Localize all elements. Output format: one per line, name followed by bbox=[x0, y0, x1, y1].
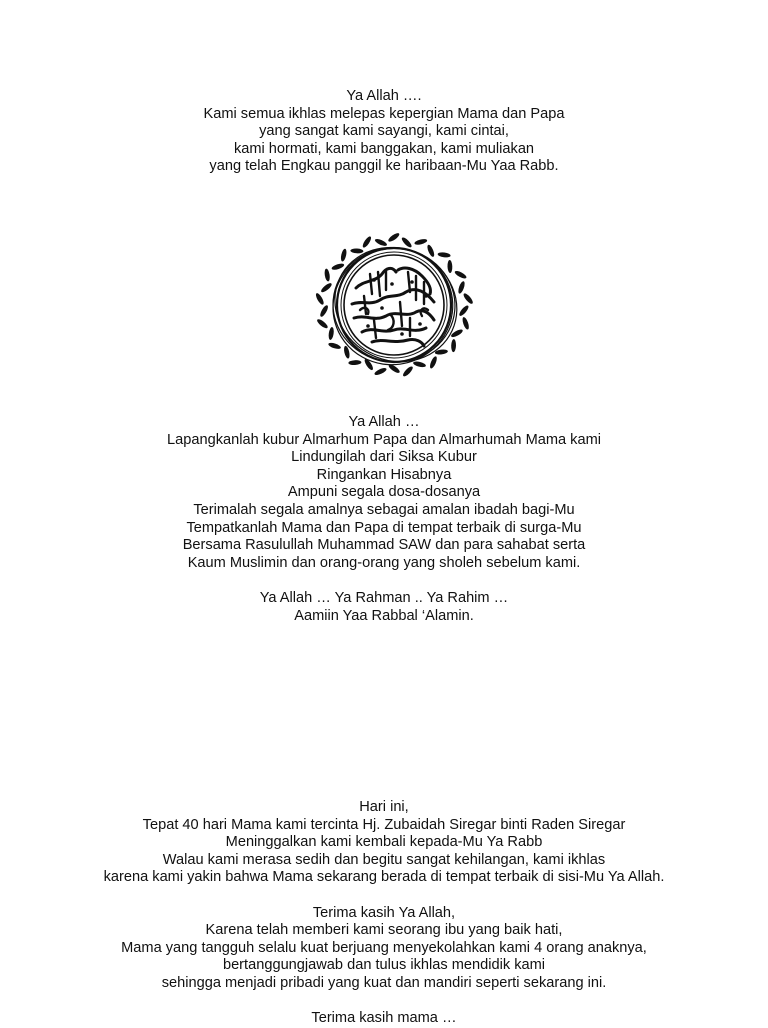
wreath-leaf bbox=[374, 367, 388, 377]
wreath-leaf bbox=[462, 292, 474, 305]
calligraphy-dot bbox=[366, 324, 370, 328]
blank-line bbox=[0, 887, 768, 905]
calligraphy-stroke bbox=[408, 272, 410, 292]
prayer-line: Ya Allah … Ya Rahman .. Ya Rahim … bbox=[259, 589, 509, 606]
wreath-leaf bbox=[402, 365, 415, 378]
opening-prayer bbox=[0, 88, 768, 176]
memorial-line: Tepat 40 hari Mama kami tercinta Hj. Zubaidah Siregar binti Raden Siregar bbox=[142, 816, 626, 833]
prayer-line: Lindungilah dari Siksa Kubur bbox=[291, 449, 477, 466]
calligraphy-stroke bbox=[364, 296, 366, 314]
wreath-leaf bbox=[400, 236, 413, 249]
prayer-line: kami hormati, kami banggakan, kami muliakan bbox=[233, 140, 535, 157]
prayer-line: Tempatkanlah Mama dan Papa di tempat terbaik di surga-Mu bbox=[186, 519, 582, 536]
wreath-leaf bbox=[458, 304, 470, 317]
calligraphy-dot bbox=[400, 332, 404, 336]
wreath-leaf bbox=[314, 292, 325, 306]
wreath-leaf bbox=[437, 252, 450, 258]
wreath-leaf bbox=[447, 260, 452, 273]
prayer-line: Bersama Rasulullah Muhammad SAW dan para sahabat serta bbox=[182, 537, 586, 554]
memorial-line: Terima kasih mama … bbox=[311, 1010, 457, 1027]
prayer-line: Lapangkanlah kubur Almarhum Papa dan Almarhumah Mama kami bbox=[167, 431, 601, 448]
calligraphy-stroke bbox=[356, 268, 396, 288]
wreath-leaf bbox=[429, 355, 439, 369]
prayer-line: Aamiin Yaa Rabbal ‘Alamin. bbox=[294, 607, 474, 624]
prayer-line: Ya Allah …. bbox=[346, 88, 422, 104]
memorial-line: karena kami yakin bahwa Mama sekarang berada di tempat terbaik di sisi-Mu Ya Allah. bbox=[103, 869, 665, 886]
calligraphy-dot bbox=[372, 278, 376, 282]
blank-line bbox=[0, 993, 768, 1011]
wreath-leaf bbox=[426, 244, 436, 258]
calligraphy-stroke bbox=[360, 308, 368, 314]
wreath-leaf bbox=[320, 282, 333, 294]
memorial-line: Terima kasih Ya Allah, bbox=[312, 904, 456, 921]
memorial-line: sehingga menjadi pribadi yang kuat dan mandiri seperti sekarang ini. bbox=[161, 974, 607, 991]
memorial-line: bertanggungjawab dan tulus ikhlas mendidik kami bbox=[222, 957, 546, 974]
wreath-leaf bbox=[361, 235, 372, 248]
memorial-line: Mama yang tangguh selalu kuat berjuang menyekolahkan kami 4 orang anaknya, bbox=[121, 939, 647, 956]
memorial-line: Walau kami merasa sedih dan begitu sangat kehilangan, kami ikhlas bbox=[162, 851, 606, 868]
calligraphy-emblem-icon bbox=[312, 230, 476, 380]
wreath-leaf bbox=[387, 232, 400, 243]
calligraphy-stroke bbox=[400, 302, 402, 326]
calligraphy-dot bbox=[380, 306, 384, 310]
wreath-leaf bbox=[324, 268, 331, 282]
wreath-leaf bbox=[454, 269, 468, 279]
wreath-leaf bbox=[451, 339, 456, 352]
memorial-text bbox=[0, 799, 768, 1028]
wreath-leaf bbox=[374, 238, 388, 248]
wreath-leaf bbox=[328, 327, 335, 341]
wreath-leaf bbox=[331, 262, 345, 271]
calligraphy-dot bbox=[418, 322, 422, 326]
supplication-prayer bbox=[0, 414, 768, 625]
wreath-leaf bbox=[319, 304, 330, 318]
wreath-leaf bbox=[461, 316, 470, 330]
calligraphy-dot bbox=[424, 294, 428, 298]
blank-line bbox=[0, 572, 768, 590]
calligraphy-dot bbox=[410, 280, 414, 284]
wreath-leaf bbox=[328, 342, 342, 351]
wreath-leaf bbox=[348, 360, 361, 366]
prayer-line: Kaum Muslimin dan orang-orang yang sholeh sebelum kami. bbox=[187, 554, 581, 571]
prayer-line: Terimalah segala amalnya sebagai amalan ibadah bagi-Mu bbox=[193, 501, 575, 518]
calligraphy-stroke bbox=[388, 314, 394, 330]
wreath-leaf bbox=[316, 318, 329, 330]
prayer-line: yang sangat kami sayangi, kami cintai, bbox=[259, 123, 509, 140]
wreath-leaf bbox=[414, 238, 428, 246]
memorial-line: Meninggalkan kami kembali kepada-Mu Ya Rabb bbox=[225, 834, 543, 851]
prayer-line: yang telah Engkau panggil ke haribaan-Mu Yaa Rabb. bbox=[209, 158, 559, 175]
prayer-line: Ringankan Hisabnya bbox=[316, 466, 452, 483]
prayer-line: Ampuni segala dosa-dosanya bbox=[287, 484, 481, 501]
wreath-leaf bbox=[350, 248, 363, 253]
wreath-leaf bbox=[413, 360, 427, 368]
memorial-line: Karena telah memberi kami seorang ibu yang baik hati, bbox=[205, 922, 563, 939]
calligraphy-stroke bbox=[374, 320, 376, 338]
calligraphy-stroke bbox=[372, 339, 424, 346]
calligraphy-stroke bbox=[362, 328, 426, 332]
prayer-line: Kami semua ikhlas melepas kepergian Mama dan Papa bbox=[203, 105, 565, 122]
prayer-line: Ya Allah … bbox=[348, 414, 420, 430]
memorial-line: Hari ini, bbox=[359, 799, 409, 815]
calligraphy-stroke bbox=[370, 274, 372, 294]
wreath-leaf bbox=[457, 280, 466, 294]
wreath-leaf bbox=[340, 248, 347, 262]
calligraphy-dot bbox=[390, 282, 394, 286]
